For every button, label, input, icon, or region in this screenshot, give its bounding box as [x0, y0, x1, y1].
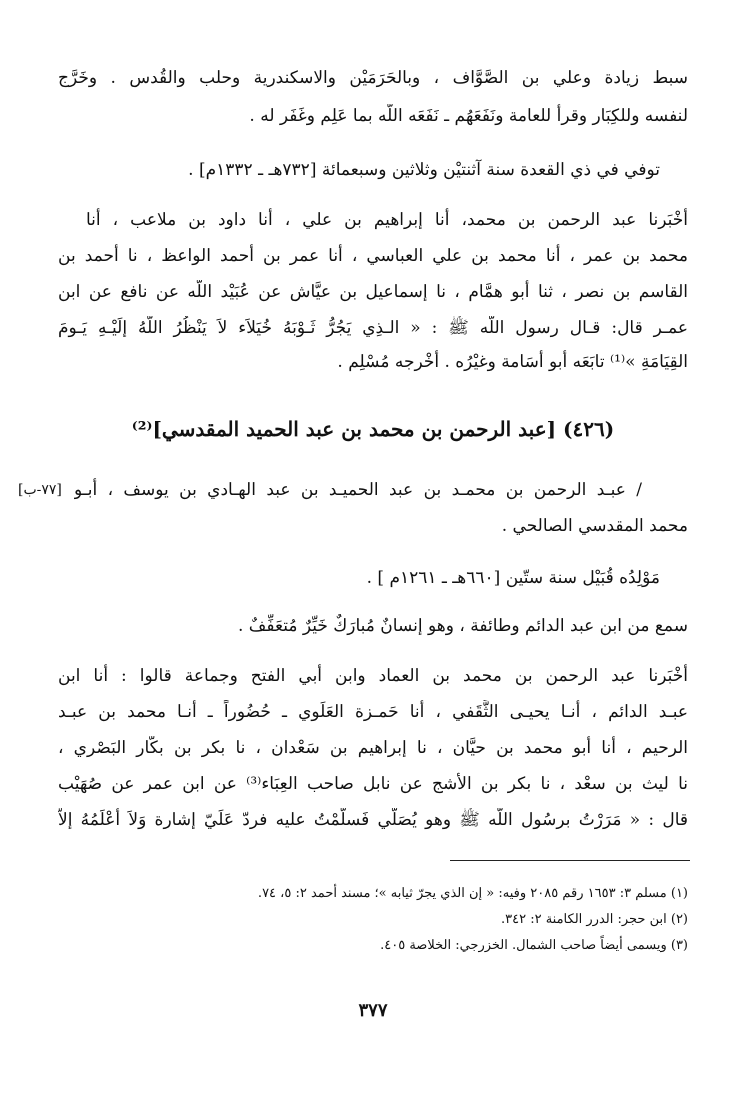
text-line: القاسم بن نصر ، ثنا أبو همَّام ، نا إسماعيل بن عيَّاش عن عُبَيْد اللّه عن نافع عن ابن	[58, 282, 688, 302]
margin-folio-note: [٧٧-ب]	[18, 482, 62, 498]
text-line: / عبـد الرحمن بن محمـد بن عبد الحميـد بن عبد الهـادي بن يوسف ، أبـو	[74, 480, 642, 500]
footnote: (٢) ابن حجر: الدرر الكامنة ٢: ٣٤٢.	[500, 912, 688, 927]
text-line: الرحيم ، أنا أبو محمد بن حيَّان ، نا إبراهيم بن سَعْدان ، نا بكر بن بكَّار البَصْري ،	[58, 738, 688, 758]
text-line: محمد المقدسي الصالحي .	[501, 516, 688, 536]
birth-line: مَوْلِدُه قُبَيْل سنة ستّين [٦٦٠هـ ـ ١٢٦١م ] .	[366, 568, 660, 588]
text-line: نا ليث بن سعْد ، نا بكر بن الأشج عن نابل صاحب العِبَاء⁽³⁾ عن ابن عمر عن صُهَيْب	[58, 774, 688, 794]
entry-heading: (٤٢٦) [عبد الرحمن بن محمد بن عبد الحميد المقدسي]⁽²⁾	[131, 417, 615, 441]
text-line: محمد بن عمر ، أنا محمد بن علي العباسي ، أنا عمر بن أحمد الواعظ ، نا أحمد بن	[58, 246, 688, 266]
text-line: سبط زيادة وعلي بن الصَّوَّاف ، وبالحَرَمَيْن والاسكندرية وحلب والقُدس . وخَرَّج	[58, 68, 688, 88]
text-line: لنفسه وللكِبَار وقرأ للعامة ونَفَعَهُم ـ نَفَعَه اللّه بما عَلِم وغَفَر له .	[249, 106, 688, 126]
text-line: عبـد الدائم ، أنـا يحيـى الثَّقَفي ، أنا حَمـزة العَلَوي ـ حُضُوراً ـ أنـا محمد بن عبـد	[58, 702, 688, 722]
text-line: أخْبَرنا عبد الرحمن بن محمد بن العماد وابن أبي الفتح وجماعة قالوا : أنا ابن	[58, 666, 688, 686]
text-line: سمع من ابن عبد الدائم وطائفة ، وهو إنسانٌ مُبارَكٌ خَيِّرٌ مُتعَفِّفٌ .	[238, 616, 688, 636]
death-date-line: توفي في ذي القعدة سنة آثنتيْن وثلاثين وسبعمائة [٧٣٢هـ ـ ١٣٣٢م] .	[188, 160, 660, 180]
hadith-line: عمـر قال: قـال رسول اللّه ﷺ : « الـذِي يَجُرُّ ثَـوْبَهُ خُيَلاَء لاَ يَنْظُرُ اللّهُ إلَيْـهِ يَـومَ	[58, 318, 688, 338]
footnote-divider	[450, 860, 690, 861]
text-line: أخْبَرنا عبد الرحمن بن محمد، أنا إبراهيم بن علي ، أنا داود بن ملاعب ، أنا	[86, 210, 688, 230]
text-line: القِيَامَةِ »⁽¹⁾ تابَعَه أبو أُسَامة وغيْرُه . أخْرجه مُسْلِم .	[337, 352, 688, 372]
footnote: (٣) ويسمى أيضاً صاحب الشمال. الخزرجي: الخلاصة ٤٠٥.	[380, 938, 688, 953]
footnote: (١) مسلم ٣: ١٦٥٣ رقم ٢٠٨٥ وفيه: « إن الذي يجرّ ثيابه »؛ مسند أحمد ٢: ٥، ٧٤.	[257, 886, 688, 901]
hadith-line: قال : « مَرَرْتُ برسُول اللّه ﷺ وهو يُصَلّي فَسلَّمْتُ عليه فردّ عَلَيّ إشارة وَلاَ أعْلَمُهُ إلاَّ	[58, 810, 688, 830]
page-number: ٣٧٧	[358, 1000, 388, 1021]
